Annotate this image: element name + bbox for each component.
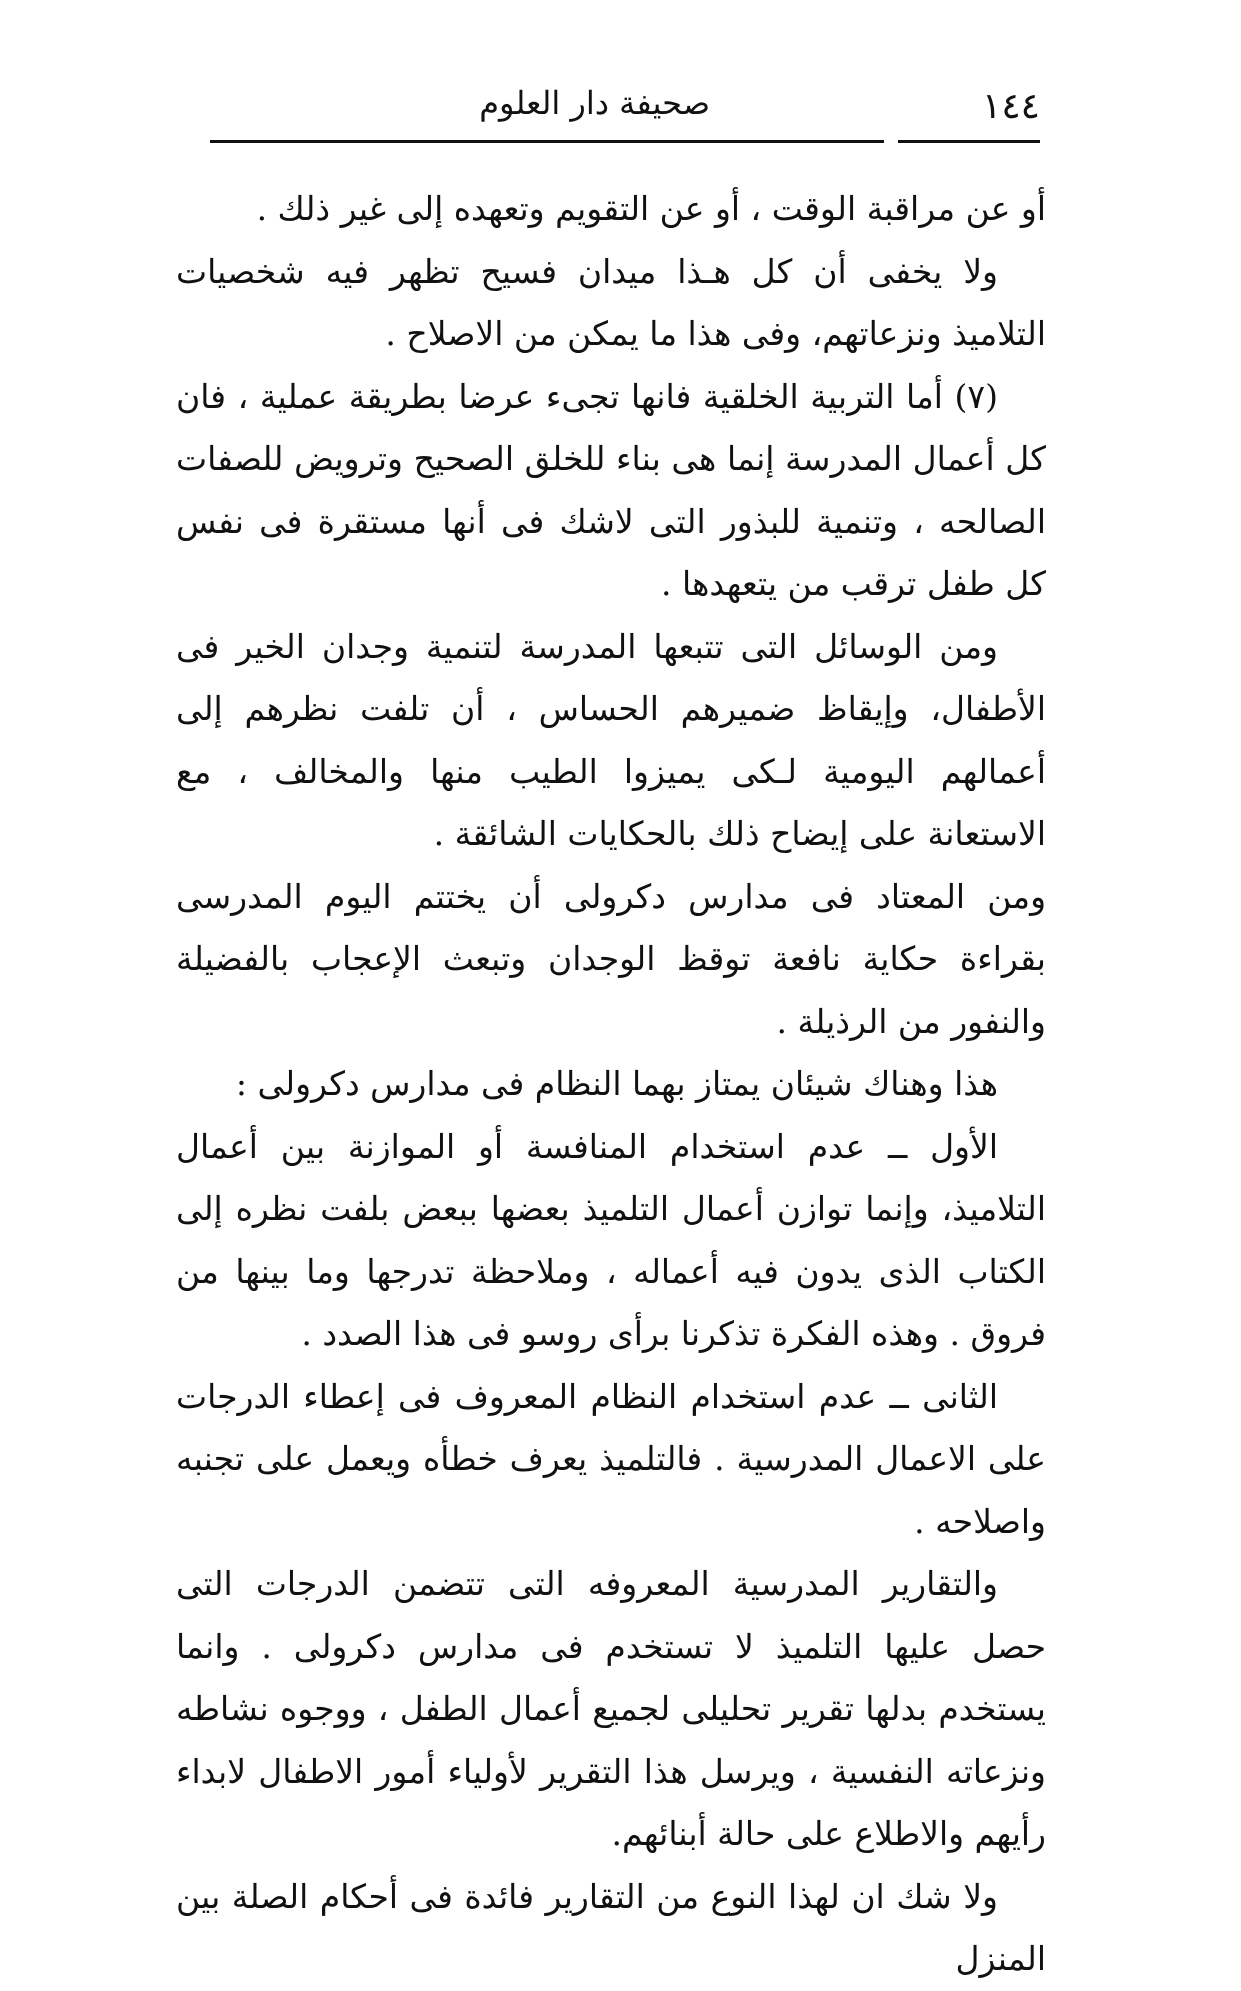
page-number: ١٤٤ (981, 86, 1040, 127)
header-rule (210, 140, 1040, 143)
paragraph: الأول ــ عدم استخدام المنافسة أو الموازنة بين أعمال التلاميذ، وإنما توازن أعمال التلميذ بعضها ببعض بلفت نظره إلى الكتاب الذى يدون فيه أعماله ، وملاحظة تدرجها وما بينها من فروق . وهذه الفكرة تذكرنا برأى روسو فى هذا الصدد . (176, 1126, 1046, 1353)
paragraph: (٧) أما التربية الخلقية فانها تجىء عرضا بطريقة عملية ، فان كل أعمال المدرسة إنما هى بناء للخلق الصحيح وترويض للصفات الصالحه ، وتنمية للبذور التى لاشك فى أنها مستقرة فى نفس كل طفل ترقب من يتعهدها . (176, 376, 1046, 603)
body-text (176, 178, 1046, 1978)
paragraph: ولا شك ان لهذا النوع من التقارير فائدة فى أحكام الصلة بين المنزل (176, 1876, 1046, 1978)
header-rule-gap (884, 136, 898, 146)
paragraph: ولا يخفى أن كل هـذا ميدان فسيح تظهر فيه شخصيات التلاميذ ونزعاتهم، وفى هذا ما يمكن من الاصلاح . (176, 251, 1046, 353)
page-header (210, 78, 1040, 134)
running-title: صحيفة دار العلوم (479, 84, 710, 122)
paragraph: الثانى ــ عدم استخدام النظام المعروف فى إعطاء الدرجات على الاعمال المدرسية . فالتلميذ يعرف خطأه ويعمل على تجنبه واصلاحه . (176, 1376, 1046, 1541)
paragraph: أو عن مراقبة الوقت ، أو عن التقويم وتعهده إلى غير ذلك . (256, 189, 1046, 228)
paragraph: ومن المعتاد فى مدارس دكرولى أن يختتم اليوم المدرسى بقراءة حكاية نافعة توقظ الوجدان وتبعث الإعجاب بالفضيلة والنفور من الرذيلة . (176, 876, 1046, 1041)
paragraph: والتقارير المدرسية المعروفه التى تتضمن الدرجات التى حصل عليها التلميذ لا تستخدم فى مدارس دكرولى . وانما يستخدم بدلها تقرير تحليلى لجميع أعمال الطفل ، ووجوه نشاطه ونزعاته النفسية ، ويرسل هذا التقرير لأولياء أمور الاطفال لابداء رأيهم والاطلاع على حالة أبنائهم. (176, 1564, 1046, 1853)
paragraph: هذا وهناك شيئان يمتاز بهما النظام فى مدارس دكرولى : (235, 1064, 998, 1103)
paragraph: ومن الوسائل التى تتبعها المدرسة لتنمية وجدان الخير فى الأطفال، وإيقاظ ضميرهم الحساس ، أن تلفت نظرهم إلى أعمالهم اليومية لـكى يميزوا الطيب منها والمخالف ، مع الاستعانة على إيضاح ذلك بالحكايات الشائقة . (176, 626, 1046, 853)
